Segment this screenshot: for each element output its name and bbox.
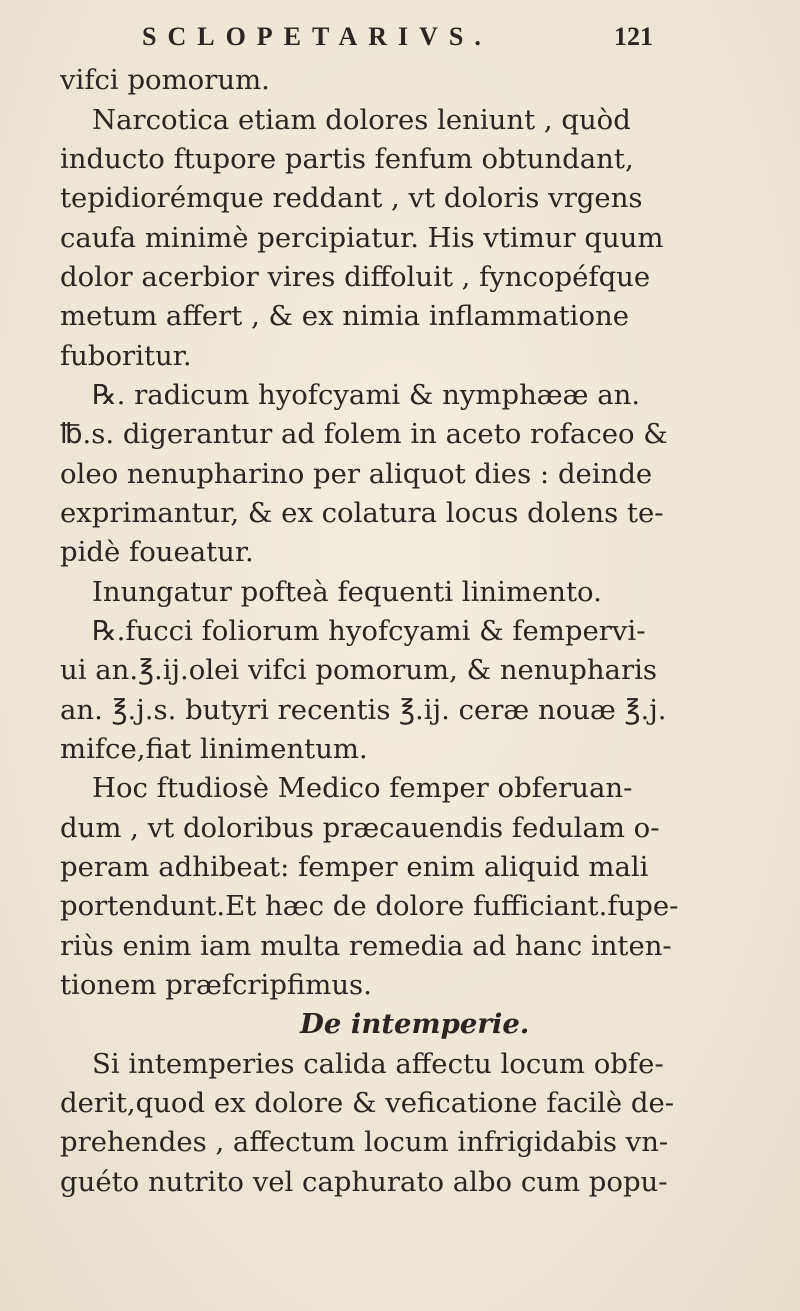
section-heading: De intemperie. bbox=[300, 1008, 530, 1040]
text-line: inducto ftupore partis fenfum obtundant, bbox=[60, 143, 634, 175]
text-line: Narcotica etiam dolores leniunt , quòd bbox=[92, 104, 631, 136]
text-line: an. ℥.j.s. butyri recentis ℥.ij. ceræ nouæ ℥.j. bbox=[60, 694, 667, 726]
text-line: Hoc ftudiosè Medico femper obferuan- bbox=[92, 772, 633, 804]
text-line: ℞.fucci foliorum hyofcyami & fempervi- bbox=[92, 615, 646, 647]
text-line: ui an.℥.ij.olei vifci pomorum, & nenupharis bbox=[60, 654, 657, 686]
text-line: dum , vt doloribus præcauendis fedulam o- bbox=[60, 812, 660, 844]
text-line: guéto nutrito vel caphurato albo cum popu- bbox=[60, 1166, 668, 1198]
text-line: riùs enim iam multa remedia ad hanc inten- bbox=[60, 930, 672, 962]
text-line: exprimantur, & ex colatura locus dolens te- bbox=[60, 497, 664, 529]
text-line: vifci pomorum. bbox=[60, 64, 270, 96]
page-header bbox=[0, 22, 800, 62]
text-line: Si intemperies calida affectu locum obfe- bbox=[92, 1048, 664, 1080]
text-line: ℞. radicum hyofcyami & nymphææ an. bbox=[92, 379, 641, 411]
text-line: mifce,fiat linimentum. bbox=[60, 733, 368, 765]
text-line: caufa minimè percipiatur. His vtimur quum bbox=[60, 222, 664, 254]
text-line: prehendes , affectum locum infrigidabis vn- bbox=[60, 1126, 669, 1158]
text-line: fuboritur. bbox=[60, 340, 192, 372]
running-title: SCLOPETARIVS. bbox=[142, 22, 492, 51]
text-line: ℔.s. digerantur ad folem in aceto rofaceo & bbox=[60, 418, 668, 450]
text-line: Inungatur pofteà fequenti linimento. bbox=[92, 576, 602, 608]
text-line: metum affert , & ex nimia inflammatione bbox=[60, 300, 630, 332]
text-line: derit,quod ex dolore & veficatione facilè de- bbox=[60, 1087, 675, 1119]
text-line: peram adhibeat: femper enim aliquid mali bbox=[60, 851, 649, 883]
text-line: dolor acerbior vires diffoluit , fyncopéfque bbox=[60, 261, 651, 293]
text-line: portendunt.Et hæc de dolore fufficiant.fupe- bbox=[60, 890, 679, 922]
text-line: oleo nenupharino per aliquot dies : deinde bbox=[60, 458, 653, 490]
text-line: tepidiorémque reddant , vt doloris vrgens bbox=[60, 182, 643, 214]
text-line: pidè foueatur. bbox=[60, 536, 254, 568]
text-line: tionem præfcripfimus. bbox=[60, 969, 372, 1001]
page-number: 121 bbox=[614, 22, 653, 51]
